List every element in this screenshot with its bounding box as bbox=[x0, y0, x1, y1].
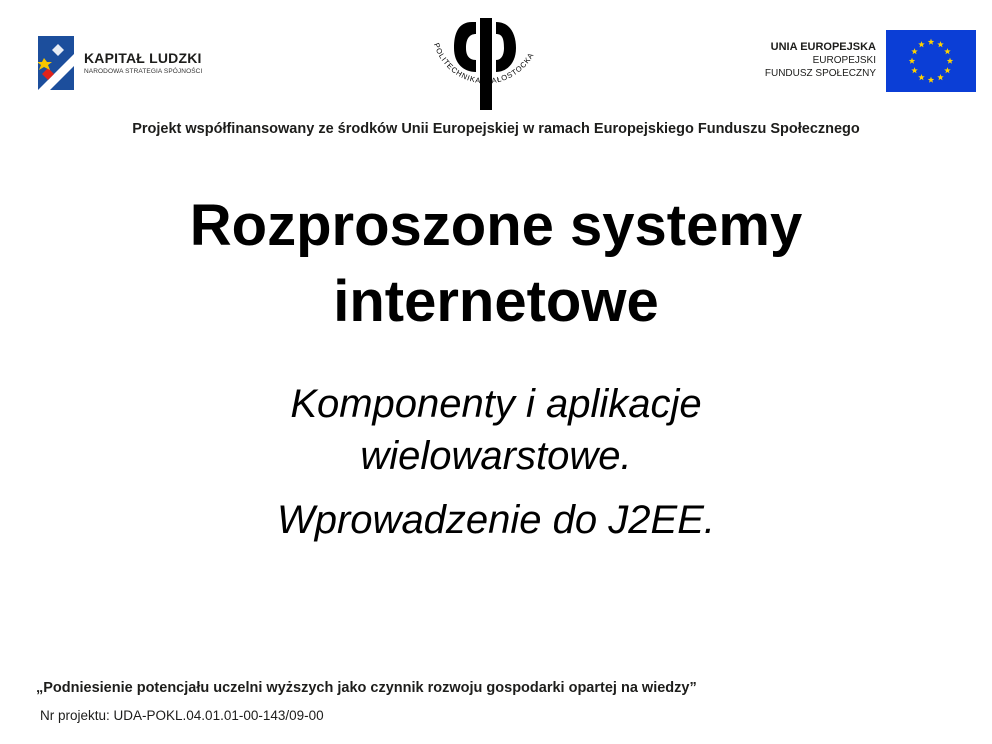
slide-subtitle bbox=[0, 378, 992, 546]
slide-subtitle-line-2: wielowarstowe. bbox=[360, 434, 632, 478]
kapital-ludzki-title: KAPITAŁ LUDZKI bbox=[84, 50, 202, 66]
slide-subtitle-line-1: Komponenty i aplikacje bbox=[290, 382, 702, 426]
kapital-ludzki-subtitle: NARODOWA STRATEGIA SPÓJNOŚCI bbox=[84, 68, 203, 75]
eu-line-europejski: EUROPEJSKI bbox=[812, 55, 876, 66]
eu-flag-icon bbox=[886, 30, 976, 92]
project-motto: „Podniesienie potencjału uczelni wyższych jako czynnik rozwoju gospodarki opartej na wiedzy” bbox=[36, 680, 697, 696]
slide-subtitle-line-3: Wprowadzenie do J2EE. bbox=[276, 498, 715, 542]
kapital-ludzki-logo bbox=[38, 36, 228, 92]
eu-efs-logo bbox=[748, 30, 980, 94]
kapital-ludzki-emblem-icon bbox=[38, 36, 74, 90]
project-number: Nr projektu: UDA-POKL.04.01.01-00-143/09-00 bbox=[40, 708, 324, 723]
slide-title-line-1: Rozproszone systemy bbox=[189, 193, 803, 258]
eu-logo-text bbox=[765, 40, 876, 80]
eu-line-fundusz: FUNDUSZ SPOŁECZNY bbox=[764, 68, 876, 79]
politechnika-bialostocka-logo bbox=[424, 14, 548, 114]
politechnika-ring-text: POLITECHNIKA BIAŁOSTOCKA bbox=[432, 41, 536, 86]
politechnika-emblem-icon bbox=[424, 14, 548, 114]
cofinance-statement: Projekt współfinansowany ze środków Unii Europejskiej w ramach Europejskiego Funduszu Społecznego bbox=[132, 121, 860, 137]
slide-title bbox=[0, 188, 992, 340]
eu-line-unia: UNIA EUROPEJSKA bbox=[770, 41, 876, 53]
slide-title-line-2: internetowe bbox=[333, 269, 659, 334]
